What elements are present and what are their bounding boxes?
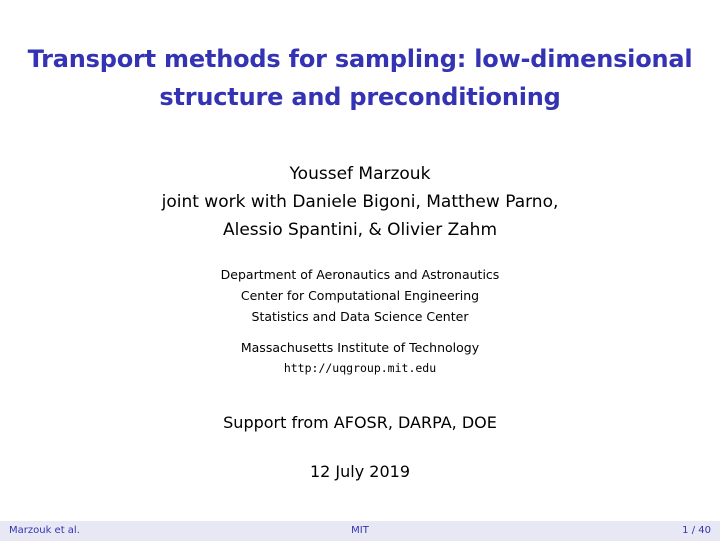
slide-title	[0, 40, 720, 116]
footer-author: Marzouk et al.	[9, 525, 80, 536]
affiliations-block	[0, 264, 720, 327]
footer-bar	[0, 521, 720, 541]
affiliation-stats-center: Statistics and Data Science Center	[251, 309, 469, 324]
support-acknowledgement: Support from AFOSR, DARPA, DOE	[223, 413, 497, 432]
institution-block	[0, 337, 720, 379]
coauthors-line-1: joint work with Daniele Bigoni, Matthew Parno,	[161, 192, 559, 212]
title-line-1: Transport methods for sampling: low-dimensional	[27, 45, 693, 73]
group-url-link[interactable]: http://uqgroup.mit.edu	[283, 361, 437, 375]
affiliation-department: Department of Aeronautics and Astronautics	[220, 267, 500, 282]
footer-page-number: 1 / 40	[682, 525, 711, 536]
footer-institution: MIT	[351, 525, 369, 536]
authors-block	[0, 160, 720, 244]
presentation-date: 12 July 2019	[309, 462, 411, 481]
coauthors-line-2: Alessio Spantini, & Olivier Zahm	[222, 220, 498, 240]
institution-name: Massachusetts Institute of Technology	[240, 340, 480, 355]
title-line-2: structure and preconditioning	[159, 83, 561, 111]
presenter-name: Youssef Marzouk	[289, 164, 431, 184]
affiliation-center: Center for Computational Engineering	[240, 288, 480, 303]
